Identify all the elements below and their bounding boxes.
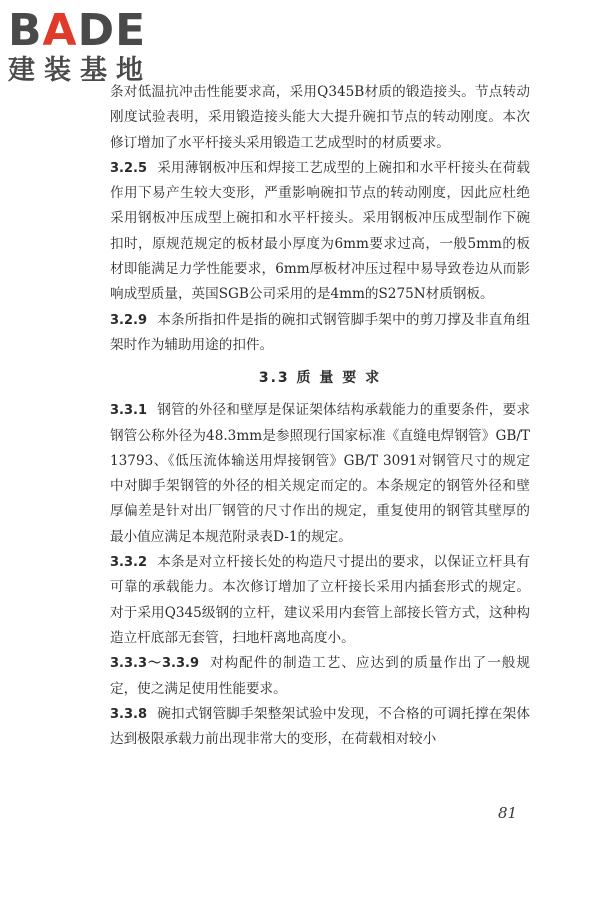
clause-number: 3.2.9 — [110, 312, 148, 328]
clause-text: 本条所指扣件是指的碗扣式钢管脚手架中的剪刀撑及非直角组架时作为辅助用途的扣件。 — [110, 311, 530, 353]
clause-number: 3.2.5 — [110, 160, 148, 176]
clause-3-3-3-to-3-3-9 — [110, 651, 530, 702]
clause-text: 碗扣式钢管脚手架整架试验中发现，不合格的可调托撑在架体达到极限承载力前出现非常大的变形，在荷载相对较小 — [110, 705, 530, 748]
paragraph — [110, 80, 530, 156]
logo-subtext: 建装基地 — [8, 55, 152, 86]
logo-letter-a: A — [42, 5, 78, 56]
clause-3-3-2 — [110, 550, 530, 651]
clause-text: 钢管的外径和壁厚是保证架体结构承载能力的重要条件，要求钢管公称外径为48.3mm是参照现行国家标准《直缝电焊钢管》GB/T 13793、《低压流体输送用焊接钢管》GB/T 3091对钢管尺寸的规定中对脚手架钢管的外径的相关规定而定的。本条规定的钢管外径和壁厚偏差是针对出厂钢管的尺寸作出的规定，重复使用的钢管其壁厚的最小值应满足本规范附录表D-1的规定。 — [110, 402, 530, 545]
page-number: 81 — [498, 804, 518, 822]
paragraph-text: 条对低温抗冲击性能要求高，采用Q345B材质的锻造接头。节点转动刚度试验表明，采用锻造接头能大大提升碗扣节点的转动刚度。本次修订增加了水平杆接头采用锻造工艺成型时的材质要求。 — [110, 84, 530, 151]
logo-wordmark — [8, 6, 178, 56]
clause-number: 3.3.1 — [110, 403, 148, 419]
logo-letter-b: B — [8, 5, 43, 56]
clause-text: 本条是对立杆接长处的构造尺寸提出的要求，以保证立杆具有可靠的承载能力。本次修订增加了立杆接长采用内插套形式的规定。对于采用Q345级钢的立杆，建议采用内套管上部接长管方式，这种构造立杆底部无套管，扫地杆离地高度小。 — [110, 554, 530, 646]
clause-text: 对构配件的制造工艺、应达到的质量作出了一般规定，使之满足使用性能要求。 — [110, 655, 531, 697]
clause-3-2-5 — [110, 156, 530, 308]
clause-text: 采用薄钢板冲压和焊接工艺成型的上碗扣和水平杆接头在荷载作用下易产生较大变形，严重影响碗扣节点的转动刚度，因此应杜绝采用钢板冲压成型上碗扣和水平杆接头。采用钢板冲压成型制作下碗扣时，原规范规定的板材最小厚度为6mm要求过高，一般5mm的板材即能满足力学性能要求，6mm厚板材冲压过程中易导致卷边从而影响成型质量，英国SGB公司采用的是4mm的S275N材质钢板。 — [110, 159, 530, 303]
clause-number: 3.3.2 — [110, 555, 148, 571]
clause-3-3-1 — [110, 398, 530, 550]
clause-3-2-9 — [110, 308, 530, 359]
section-title: 3.3 质 量 要 求 — [258, 370, 382, 387]
clause-number: 3.3.3～3.3.9 — [110, 656, 200, 672]
page-body — [110, 80, 530, 752]
clause-number: 3.3.8 — [110, 706, 148, 722]
clause-3-3-8 — [110, 702, 530, 753]
logo-letters-de: DE — [77, 5, 147, 56]
